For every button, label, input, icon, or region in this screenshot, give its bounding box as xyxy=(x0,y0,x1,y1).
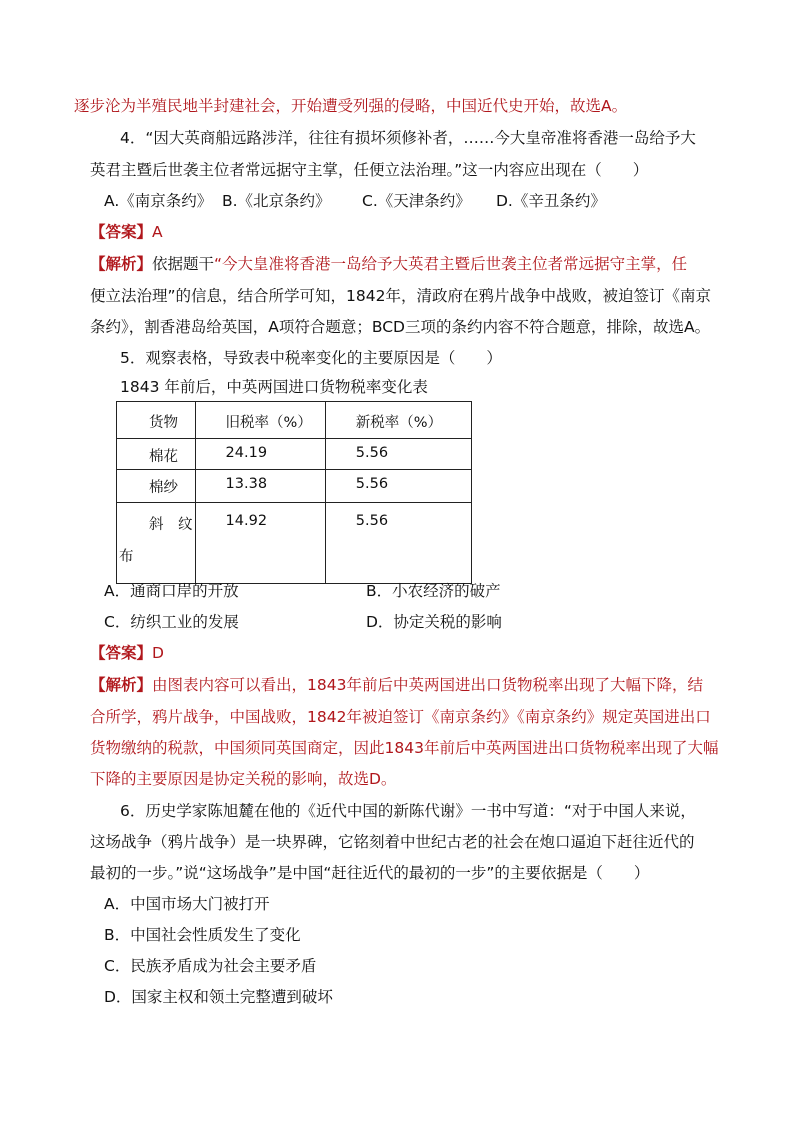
cell-new-rate: 5.56 xyxy=(355,513,389,529)
q6-option-d: D．国家主权和领土完整遭到破坏 xyxy=(104,988,333,1006)
cell-good: 棉花 xyxy=(149,449,178,465)
header-new-rate: 新税率（%） xyxy=(355,415,443,431)
cell-old-rate: 24.19 xyxy=(225,445,268,461)
header-goods: 货物 xyxy=(149,415,178,431)
q4-analysis-line3: 条约》，割香港岛给英国，A项符合题意；BCD三项的条约内容不符合题意，排除，故选A。 xyxy=(90,318,711,336)
cell-good: 棉纱 xyxy=(149,480,178,496)
table-header-cell xyxy=(325,402,471,439)
cell-good-part2: 布 xyxy=(119,549,134,565)
q5-stem: 5．观察表格，导致表中税率变化的主要原因是（ ） xyxy=(120,349,502,367)
q6-option-a: A．中国市场大门被打开 xyxy=(104,895,270,913)
q5-analysis-line4: 下降的主要原因是协定关税的影响，故选D。 xyxy=(90,770,397,788)
table-cell xyxy=(117,503,196,584)
q4-stem-line1: 4．“因大英商船远路涉洋，往往有损坏须修补者，……今大皇帝准将香港一岛给予大 xyxy=(120,129,696,147)
q5-analysis-line1 xyxy=(90,674,703,696)
q4-answer-label: 【答案】 xyxy=(90,223,153,241)
cell-good-part1: 斜 纹 xyxy=(149,517,193,533)
q5-answer xyxy=(90,642,164,664)
table-row xyxy=(117,470,472,503)
q6-stem-line3: 最初的一步。”说“这场战争”是中国“赶往近代的最初的一步”的主要依据是（ ） xyxy=(90,864,650,882)
q5-analysis-line2: 合所学，鸦片战争，中国战败，1842年被迫签订《南京条约》《南京条约》规定英国进出口 xyxy=(90,708,711,726)
q6-stem-line1: 6．历史学家陈旭麓在他的《近代中国的新陈代谢》一书中写道：“对于中国人来说， xyxy=(120,802,696,820)
cell-new-rate: 5.56 xyxy=(355,476,389,492)
q6-stem-line2: 这场战争（鸦片战争）是一块界碑，它铭刻着中世纪古老的社会在炮口逼迫下赶往近代的 xyxy=(90,833,695,851)
q5-answer-label: 【答案】 xyxy=(90,644,153,662)
q4-option-c: C.《天津条约》 xyxy=(362,192,471,210)
table-cell xyxy=(195,470,325,503)
table-row xyxy=(117,439,472,470)
q4-analysis-label: 【解析】 xyxy=(90,255,153,273)
table-cell xyxy=(117,439,196,470)
q4-option-b: B.《北京条约》 xyxy=(222,192,331,210)
q4-answer-value: A xyxy=(152,223,163,241)
q5-analysis-line3: 货物缴纳的税款，中国须同英国商定，因此1843年前后中英两国进出口货物税率出现了大幅 xyxy=(90,739,719,757)
q4-answer xyxy=(90,221,163,243)
q6-option-b: B．中国社会性质发生了变化 xyxy=(104,926,301,944)
table-header-cell xyxy=(195,402,325,439)
q5-option-d: D．协定关税的影响 xyxy=(366,613,502,631)
q5-option-a: A．通商口岸的开放 xyxy=(104,582,239,600)
header-old-rate: 旧税率（%） xyxy=(225,415,312,431)
table-cell xyxy=(195,439,325,470)
q4-stem-line2: 英君主暨后世袭主位者常远据守主掌，任便立法治理。”这一内容应出现在（ ） xyxy=(90,161,649,179)
q5-table-title: 1843 年前后，中英两国进口货物税率变化表 xyxy=(120,378,428,396)
table-cell xyxy=(325,439,471,470)
q4-analysis-line2: 便立法治理”的信息，结合所学可知，1842年，清政府在鸦片战争中战败，被迫签订《南京 xyxy=(90,287,711,305)
cell-new-rate: 5.56 xyxy=(355,445,389,461)
tax-rate-table xyxy=(116,401,472,584)
q6-option-c: C．民族矛盾成为社会主要矛盾 xyxy=(104,957,317,975)
table-cell xyxy=(195,503,325,584)
q5-analysis-text: 由图表内容可以看出，1843年前后中英两国进出口货物税率出现了大幅下降，结 xyxy=(152,676,703,694)
table-cell xyxy=(117,470,196,503)
table-row xyxy=(117,503,472,584)
table-cell xyxy=(325,470,471,503)
q4-option-d: D.《辛丑条约》 xyxy=(496,192,606,210)
table-cell xyxy=(325,503,471,584)
table-header-cell xyxy=(117,402,196,439)
table-header-row xyxy=(117,402,472,439)
intro-line: 逐步沦为半殖民地半封建社会，开始遭受列强的侵略，中国近代史开始，故选A。 xyxy=(74,97,628,115)
q5-option-c: C．纺织工业的发展 xyxy=(104,613,239,631)
q5-option-b: B．小农经济的破产 xyxy=(366,582,501,600)
cell-old-rate: 13.38 xyxy=(225,476,268,492)
q4-analysis-line1 xyxy=(90,253,687,275)
q5-answer-value: D xyxy=(152,644,164,662)
q4-analysis-prefix: 依据题干 xyxy=(152,255,215,273)
q4-option-a: A.《南京条约》 xyxy=(104,192,213,210)
q4-analysis-quote: “今大皇准将香港一岛给予大英君主暨后世袭主位者常远据守主掌，任 xyxy=(214,255,688,273)
cell-old-rate: 14.92 xyxy=(225,513,268,529)
q5-analysis-label: 【解析】 xyxy=(90,676,153,694)
